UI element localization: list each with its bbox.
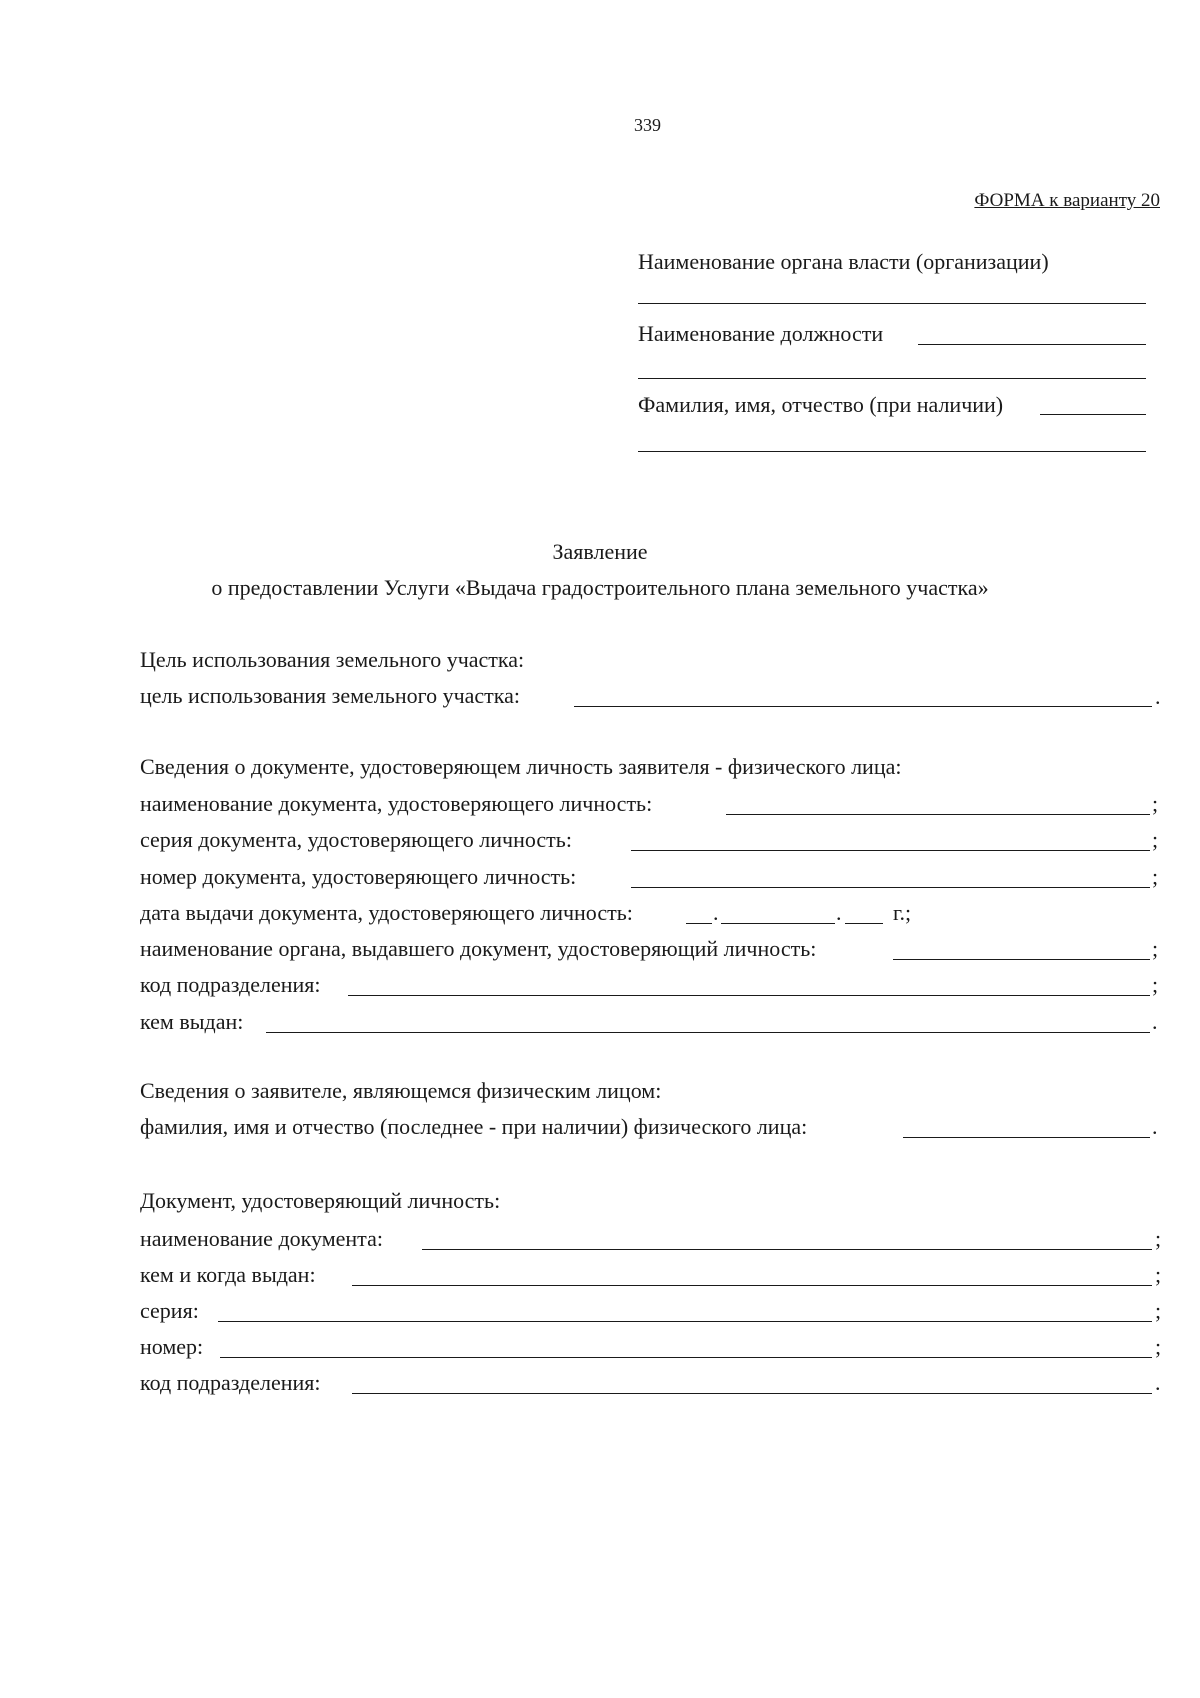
document-subtitle: о предоставлении Услуги «Выдача градостроительного плана земельного участка» [211, 575, 989, 600]
doc-date-day-field[interactable] [686, 923, 712, 924]
doc-name-field[interactable] [726, 814, 1150, 815]
page-number: 339 [634, 115, 661, 135]
purpose-heading: Цель использования земельного участка: [140, 647, 525, 672]
doc2-issued-semicolon: ; [1155, 1262, 1162, 1287]
doc-date-dot-1: . [713, 900, 719, 925]
doc2-issued-field[interactable] [352, 1285, 1152, 1286]
doc2-division-code-label: код подразделения: [140, 1370, 321, 1395]
division-code-field[interactable] [348, 995, 1150, 996]
doc-issuer-label: наименование органа, выдавшего документ, удостоверяющий личность: [140, 936, 817, 961]
doc-number-semicolon: ; [1152, 864, 1159, 889]
position-field-line-2[interactable] [638, 378, 1146, 379]
form-label: ФОРМА к варианту 20 [974, 190, 1160, 211]
issued-by-label: кем выдан: [140, 1009, 244, 1034]
doc-series-label: серия документа, удостоверяющего личность: [140, 827, 572, 852]
purpose-period: . [1155, 684, 1161, 709]
authority-field[interactable] [638, 303, 1146, 304]
doc-issuer-semicolon: ; [1152, 936, 1159, 961]
doc2-number-field[interactable] [220, 1357, 1152, 1358]
doc2-name-field[interactable] [422, 1249, 1152, 1250]
applicant-fio-period: . [1152, 1114, 1158, 1139]
division-code-label: код подразделения: [140, 972, 321, 997]
doc-series-semicolon: ; [1152, 827, 1159, 852]
issued-by-field[interactable] [266, 1032, 1150, 1033]
purpose-label: цель использования земельного участка: [140, 683, 521, 708]
doc2-number-label: номер: [140, 1334, 204, 1359]
fio-field-line-2[interactable] [638, 451, 1146, 452]
doc-number-field[interactable] [631, 887, 1150, 888]
doc-series-field[interactable] [631, 850, 1150, 851]
doc2-division-code-period: . [1155, 1370, 1161, 1395]
applicant-fio-field[interactable] [903, 1137, 1150, 1138]
document-title: Заявление [552, 539, 648, 564]
doc-date-dot-2: . [836, 900, 842, 925]
doc2-issued-label: кем и когда выдан: [140, 1262, 316, 1287]
doc-date-year-field[interactable] [845, 923, 883, 924]
doc-name-semicolon: ; [1152, 791, 1159, 816]
doc-name-label: наименование документа, удостоверяющего личность: [140, 791, 653, 816]
doc2-division-code-field[interactable] [352, 1393, 1152, 1394]
fio-label: Фамилия, имя, отчество (при наличии) [638, 392, 1004, 417]
identity-heading: Сведения о документе, удостоверяющем личность заявителя - физического лица: [140, 754, 902, 779]
doc-date-label: дата выдачи документа, удостоверяющего личность: [140, 900, 633, 925]
doc-date-month-field[interactable] [721, 923, 835, 924]
doc-issuer-field[interactable] [893, 959, 1150, 960]
doc2-name-label: наименование документа: [140, 1226, 383, 1251]
doc2-series-field[interactable] [218, 1321, 1152, 1322]
authority-label: Наименование органа власти (организации) [638, 249, 1049, 274]
position-field[interactable] [918, 344, 1146, 345]
identity2-heading: Документ, удостоверяющий личность: [140, 1188, 501, 1213]
division-code-semicolon: ; [1152, 972, 1159, 997]
doc2-name-semicolon: ; [1155, 1226, 1162, 1251]
issued-by-period: . [1152, 1009, 1158, 1034]
doc-number-label: номер документа, удостоверяющего личность: [140, 864, 577, 889]
applicant-fio-label: фамилия, имя и отчество (последнее - при наличии) физического лица: [140, 1114, 808, 1139]
position-label: Наименование должности [638, 321, 884, 346]
doc2-number-semicolon: ; [1155, 1334, 1162, 1359]
applicant-heading: Сведения о заявителе, являющемся физическим лицом: [140, 1078, 662, 1103]
doc2-series-semicolon: ; [1155, 1298, 1162, 1323]
doc2-series-label: серия: [140, 1298, 199, 1323]
fio-field[interactable] [1040, 414, 1146, 415]
purpose-field[interactable] [574, 706, 1152, 707]
doc-date-year-suffix: г.; [893, 900, 912, 925]
